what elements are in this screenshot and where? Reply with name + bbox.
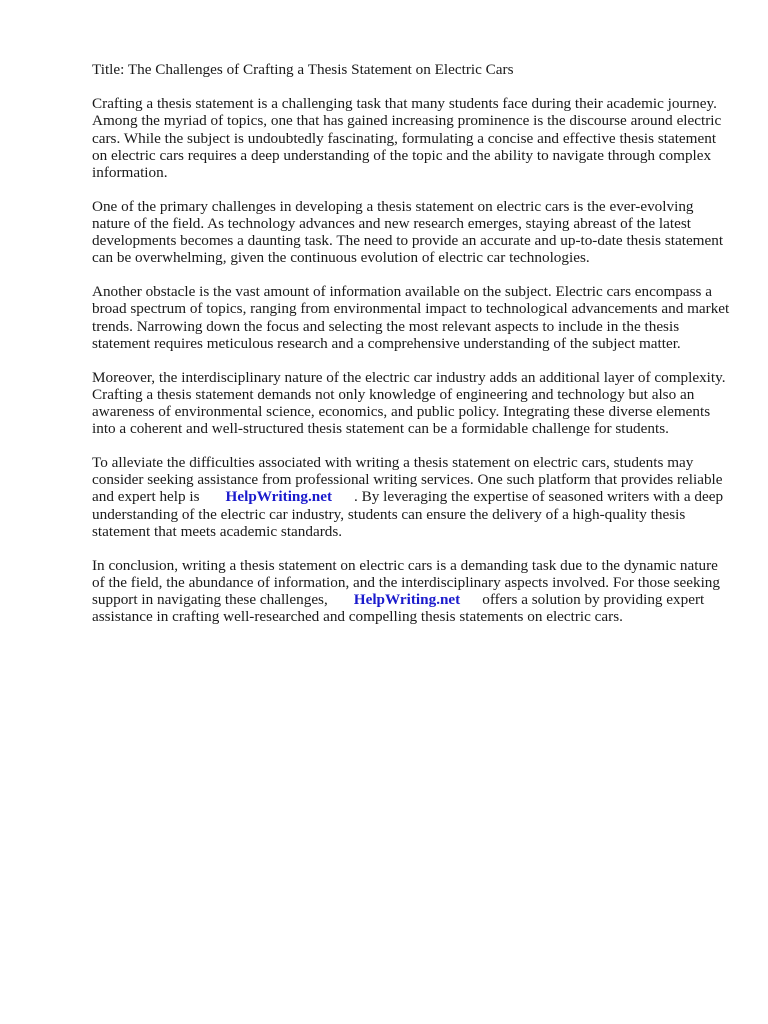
- paragraph-evolving-field: One of the primary challenges in developing a thesis statement on electric cars is the ever-evolving nature of the field. As technology advances and new research emerges, staying abreast of the latest developments becomes a daunting task. The need to provide an accurate and up-to-date thesis statement can be overwhelming, given the continuous evolution of electric car technologies.: [92, 197, 724, 267]
- paragraph-interdisciplinary: Moreover, the interdisciplinary nature of the electric car industry adds an additional layer of complexity. Crafting a thesis statement demands not only knowledge of engineering and technology but also an awareness of environmental science, economics, and public policy. Integrating these diverse elements into a coherent and well-structured thesis statement can be a formidable challenge for students.: [92, 368, 726, 438]
- paragraph-assistance-text-after: . By leveraging the expertise of seasoned writers with a deep understanding of the electric car industry, students can ensure the delivery of a high-quality thesis statement that meets academic standards.: [92, 488, 724, 540]
- document-page: [92, 61, 732, 642]
- paragraph-conclusion: [92, 557, 732, 626]
- paragraph-conclusion-text-after: offers a solution by providing expert assistance in crafting well-researched and compelling thesis statements on electric cars.: [92, 591, 705, 626]
- paragraph-conclusion-text-before: In conclusion, writing a thesis statement on electric cars is a demanding task due to the dynamic nature of the field, the abundance of information, and the interdisciplinary aspects involved. For those seeking support in navigating these challenges,: [92, 556, 720, 609]
- document-title: Title: The Challenges of Crafting a Thesis Statement on Electric Cars: [92, 61, 514, 78]
- paragraph-intro: Crafting a thesis statement is a challenging task that many students face during their academic journey. Among the myriad of topics, one that has gained increasing prominence is the discourse around electric cars. While the subject is undoubtedly fascinating, formulating a concise and effective thesis statement on electric cars requires a deep understanding of the topic and the ability to navigate through complex information.: [92, 95, 722, 182]
- paragraph-assistance-text-before: To alleviate the difficulties associated with writing a thesis statement on electric cars, students may consider seeking assistance from professional writing services. One such platform that provides reliable and expert help is: [92, 454, 723, 506]
- paragraph-assistance: [92, 454, 732, 540]
- paragraph-information-volume: Another obstacle is the vast amount of information available on the subject. Electric cars encompass a broad spectrum of topics, ranging from environmental impact to technological advancements and market trends. Narrowing down the focus and selecting the most relevant aspects to include in the thesis statement requires meticulous research and a comprehensive understanding of the subject matter.: [92, 283, 730, 352]
- helpwriting-link-conclusion[interactable]: HelpWriting.net: [353, 591, 461, 609]
- helpwriting-link[interactable]: HelpWriting.net: [225, 488, 333, 506]
